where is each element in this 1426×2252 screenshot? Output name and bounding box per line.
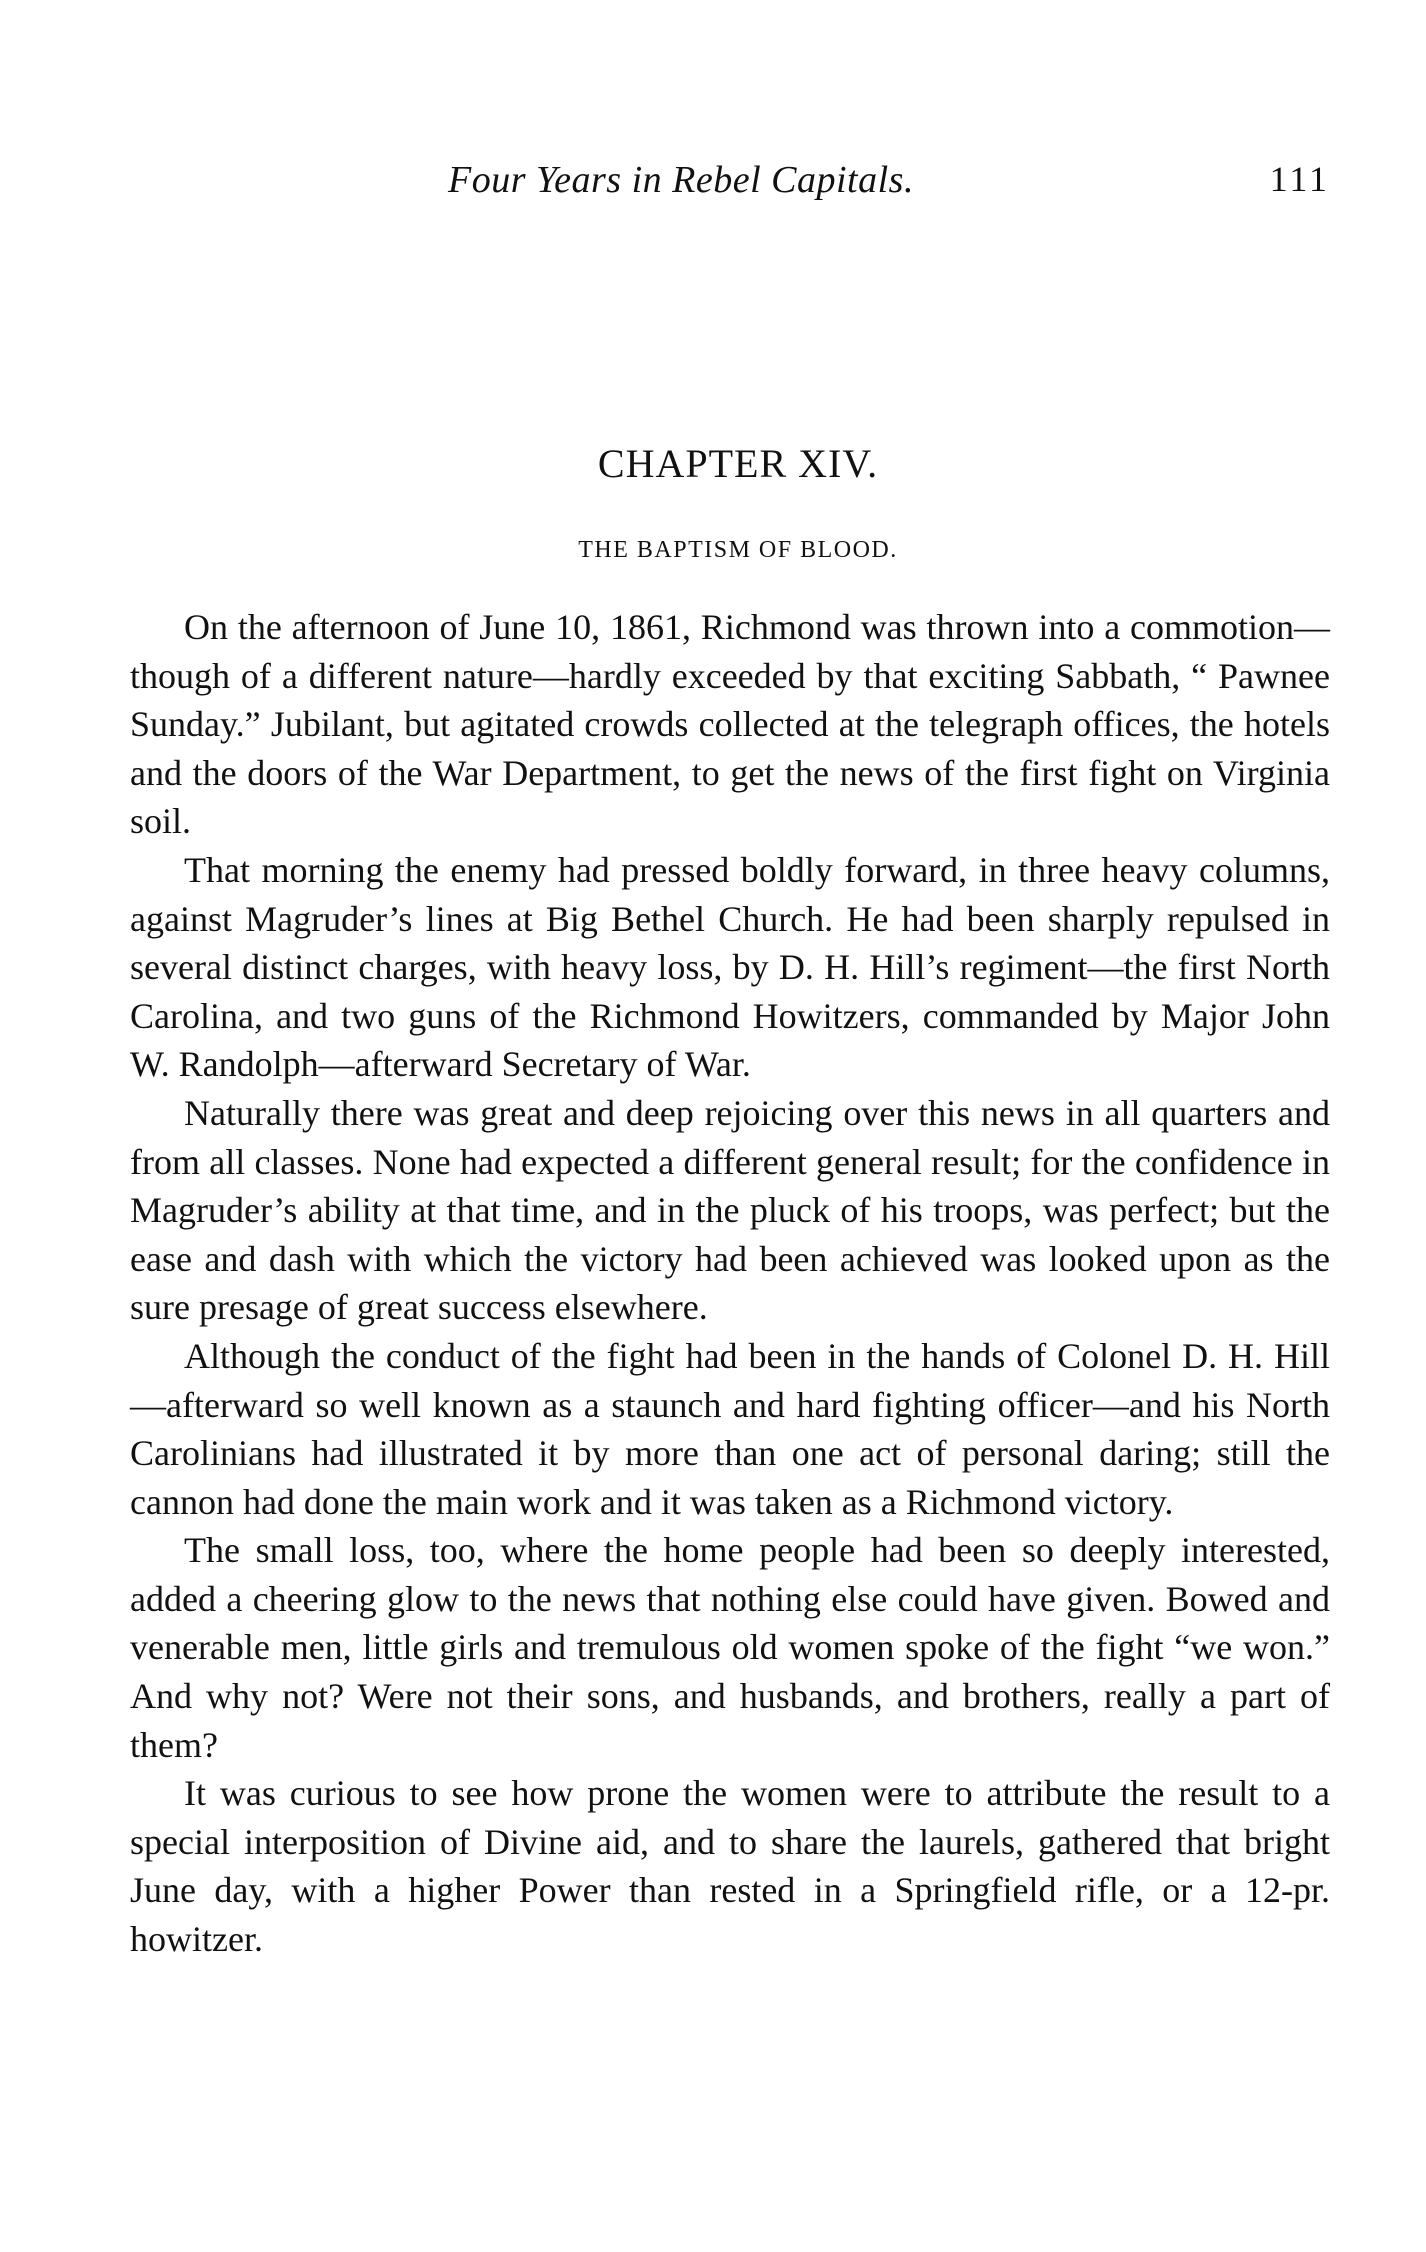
running-title: Four Years in Rebel Capitals. [448, 159, 914, 201]
body-text [130, 603, 1330, 1964]
paragraph: Although the conduct of the fight had been in the hands of Colonel D. H. Hill—afterward so well known as a staunch and hard fighting officer—and his North Carolinians had illustrated it by more than one act of personal daring; still the cannon had done the main work and it was taken as a Richmond victory. [130, 1335, 1330, 1522]
chapter-subtitle: THE BAPTISM OF BLOOD. [578, 537, 898, 563]
paragraph: Naturally there was great and deep rejoicing over this news in all quarters and from all classes. None had expected a different general result; for the confidence in Magruder’s ability at that time, and in the pluck of his troops, was perfect; but the ease and dash with which the victory had been achieved was looked upon as the sure presage of great success elsewhere. [130, 1092, 1330, 1328]
paragraph: It was curious to see how prone the women were to attribute the result to a special interposition of Divine aid, and to share the laurels, gathered that bright June day, with a higher Power than rested in a Springfield rifle, or a 12-pr. howitzer. [130, 1773, 1330, 1960]
running-head [130, 158, 1330, 218]
chapter-heading: CHAPTER XIV. [597, 441, 879, 486]
paragraph: That morning the enemy had pressed boldly forward, in three heavy columns, against Magruder’s lines at Big Bethel Church. He had been sharply repulsed in several distinct charges, with heavy loss, by D. H. Hill’s regiment—the first North Carolina, and two guns of the Richmond Howitzers, commanded by Major John W. Randolph—afterward Secretary of War. [130, 849, 1330, 1085]
paragraph: The small loss, too, where the home people had been so deeply interested, added a cheering glow to the news that nothing else could have given. Bowed and venerable men, little girls and tremulous old women spoke of the fight “we won.” And why not? Were not their sons, and husbands, and brothers, really a part of them? [130, 1530, 1330, 1765]
paragraph: On the afternoon of June 10, 1861, Richmond was thrown into a commotion—though of a different nature—hardly exceeded by that exciting Sabbath, “ Pawnee Sunday.” Jubilant, but agitated crowds collected at the telegraph offices, the hotels and the doors of the War Department, to get the news of the first fight on Virginia soil. [130, 607, 1330, 842]
page-number: 111 [1269, 159, 1330, 199]
